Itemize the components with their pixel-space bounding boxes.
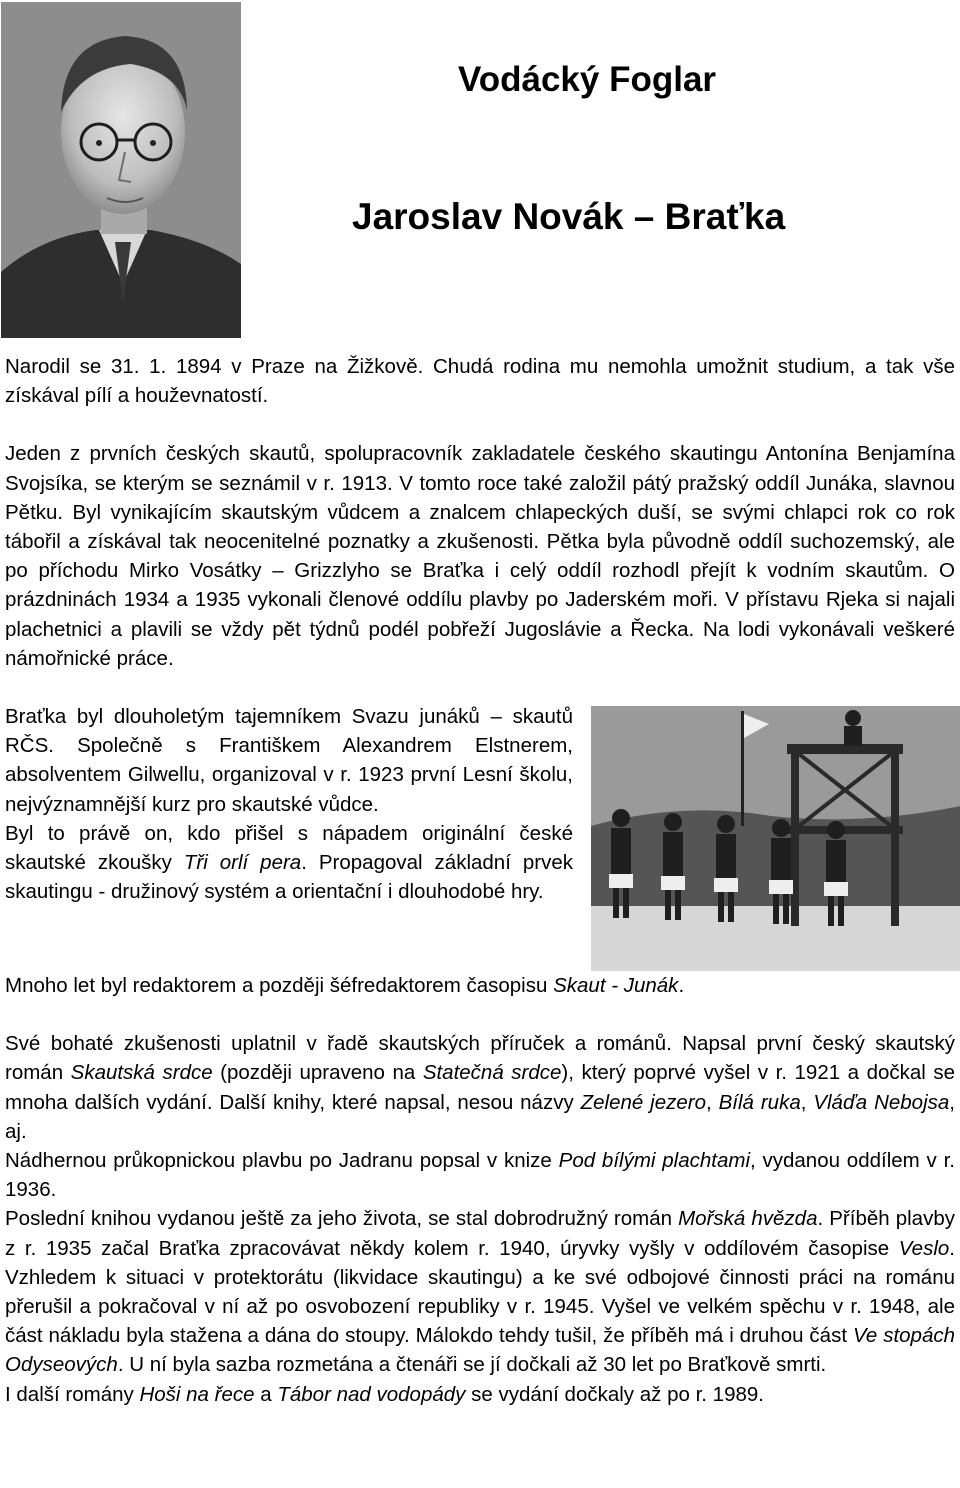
- book-title: Skautská srdce: [70, 1061, 213, 1085]
- group-photo: [591, 706, 960, 971]
- text-run: a: [254, 1382, 278, 1406]
- book-title: Tábor nad vodopády: [277, 1382, 466, 1406]
- book-title: Pod bílými plachtami: [558, 1149, 750, 1173]
- paragraph-books: [5, 1029, 955, 1146]
- text-run: Poslední knihou vydanou ještě za jeho života, se stal dobrodružný román: [5, 1207, 679, 1231]
- paragraph-scouting: Jeden z prvních českých skautů, spolupracovník zakladatele českého skautingu Antonína Benjamína Svojsíka, se kterým se seznámil v r. 1913. V tomto roce také založil pátý pražský oddíl Junáka, slavnou Pětku. Byl vynikajícím skautským vůdcem a znalcem chlapeckých duší, se svými chlapci rok co rok tábořil a získával tak neocenitelné poznatky a zkušenosti. Pětka byla původně oddíl suchozemský, ale po příchodu Mirko Vosátky – Grizzlyho se Braťka i celý oddíl rozhodl přejít k vodním skautům. O prázdninách 1934 a 1935 vykonali členové oddílu plavby po Jaderském moři. V přístavu Rjeka si najali plachetnici a plavili se vždy pět týdnů podél pobřeží Jugoslávie a Řecka. Na lodi vykonávali veškeré námořnické práce.: [5, 442, 955, 670]
- page-title: Vodácký Foglar: [458, 60, 717, 99]
- paragraph-white-sails: [5, 1146, 955, 1204]
- book-title: Mořská hvězda: [678, 1207, 818, 1231]
- portrait-illustration: [1, 2, 241, 338]
- text-run: se vydání dočkaly až po r. 1989.: [465, 1382, 764, 1406]
- text-run: ), který poprvé vyšel v r. 1921 a dočkal se mnoha dalších vydání. Další knihy, které napsal, nesou názvy: [5, 1061, 956, 1114]
- text-run: Své bohaté zkušenosti uplatnil v řadě skautských příruček a románů. Napsal první český skautský román: [5, 1032, 955, 1085]
- book-title: Ve stopách Odyseových: [5, 1324, 956, 1377]
- page-subtitle: Jaroslav Novák – Braťka: [352, 196, 786, 237]
- book-title: Statečná srdce: [422, 1061, 562, 1085]
- paragraph-secretary: Braťka byl dlouholetým tajemníkem Svazu junáků – skautů RČS. Společně s Františkem Alexandrem Elstnerem, absolventem Gilwellu, organizoval v r. 1923 první Lesní školu, nejvýznamnější kurz pro skautské vůdce.: [5, 705, 573, 816]
- paragraph-other-novels: [5, 1380, 955, 1409]
- text-run: . Příběh plavby z r. 1935 začal Braťka zpracovávat někdy kolem r. 1940, úryvky vyšly v oddílovém časopise: [5, 1207, 955, 1260]
- paragraph-editor: [5, 971, 955, 1000]
- text-run: Mnoho let byl redaktorem a později šéfredaktorem časopisu: [5, 974, 554, 998]
- text-run: ,: [800, 1090, 814, 1114]
- text-run: (později upraveno na: [212, 1061, 423, 1085]
- text-run: . Propagoval základní prvek skautingu - družinový systém a orientační i dlouhodobé hry.: [5, 851, 573, 904]
- book-title: Zelené jezero: [580, 1090, 707, 1114]
- article-body: [5, 352, 955, 1409]
- text-run: , aj.: [5, 1090, 955, 1143]
- book-title: Tři orlí pera: [183, 851, 302, 875]
- book-title: Vláďa Nebojsa: [813, 1090, 950, 1114]
- paragraph-birth: Narodil se 31. 1. 1894 v Praze na Žižkově. Chudá rodina mu nemohla umožnit studium, a tak vše získával pílí a houževnatostí.: [5, 355, 955, 408]
- text-run: , vydanou oddílem v r. 1936.: [5, 1149, 955, 1202]
- text-run: .: [678, 974, 685, 998]
- text-run: I další romány: [5, 1382, 140, 1406]
- portrait-photo: [1, 2, 241, 338]
- magazine-title: Veslo: [898, 1236, 950, 1260]
- text-run: . Vzhledem k situaci v protektorátu (likvidace skautingu) a ke své odbojové činnosti práci na románu přerušil a pokračoval v ní až po osvobození republiky v r. 1945. Vyšel ve velkém spěchu v r. 1948, ale část nákladu byla stažena a dána do stoupy. Málokdo tehdy tušil, že příběh má i druhou část: [5, 1236, 955, 1348]
- text-run: ,: [706, 1090, 719, 1114]
- text-run: . U ní byla sazba rozmetána a čtenáři se jí dočkali až 30 let po Braťkově smrti.: [117, 1353, 827, 1377]
- magazine-title: Skaut - Junák: [553, 974, 679, 998]
- group-illustration: [591, 706, 960, 971]
- book-title: Bílá ruka: [718, 1090, 801, 1114]
- paragraph-last-book: [5, 1204, 955, 1379]
- text-run: Nádhernou průkopnickou plavbu po Jadranu popsal v knize: [5, 1149, 559, 1173]
- book-title: Hoši na řece: [139, 1382, 255, 1406]
- text-run: Byl to právě on, kdo přišel s nápadem originální české skautské zkoušky: [5, 821, 573, 875]
